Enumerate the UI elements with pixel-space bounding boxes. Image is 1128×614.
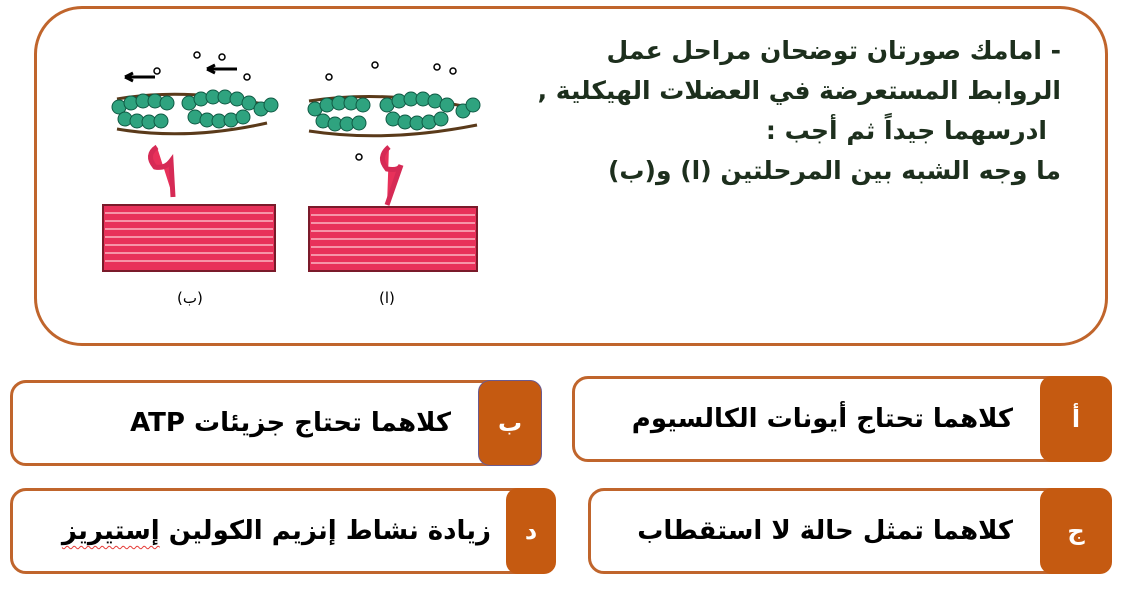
option-d-letter: د: [506, 488, 556, 574]
option-c-letter: ج: [1040, 488, 1112, 574]
question-line: الروابط المستعرضة في العضلات الهيكلية ,: [537, 76, 1061, 105]
option-c[interactable]: [588, 488, 1112, 574]
option-d-text-marked: إستيريز: [61, 516, 160, 546]
question-text: [501, 31, 1061, 191]
question-line: ما وجه الشبه بين المرحلتين (ا) و(ب): [608, 156, 1061, 185]
option-b-text: كلاهما تحتاج جزيئات ATP: [130, 408, 451, 438]
option-a-text: كلاهما تحتاج أيونات الكالسيوم: [631, 404, 1013, 434]
option-d[interactable]: [10, 488, 556, 574]
option-d-text: زيادة نشاط إنزيم الكولين: [168, 516, 491, 546]
option-d-text-wrap: [62, 491, 491, 571]
stage-a-diagram: [308, 62, 480, 271]
stage-b-diagram: [103, 52, 278, 271]
option-a[interactable]: [572, 376, 1112, 462]
stage-b-label: (ب): [177, 289, 203, 307]
option-c-text: كلاهما تمثل حالة لا استقطاب: [637, 516, 1013, 546]
question-card: [34, 6, 1108, 346]
option-b[interactable]: [10, 380, 542, 466]
question-line: - امامك صورتان توضحان مراحل عمل: [606, 36, 1061, 65]
stage-a-label: (ا): [379, 289, 395, 307]
option-b-letter: ب: [478, 380, 542, 466]
cross-bridge-figure: [97, 47, 497, 317]
question-line: ادرسهما جيداً ثم أجب :: [765, 116, 1047, 145]
option-a-letter: أ: [1040, 376, 1112, 462]
